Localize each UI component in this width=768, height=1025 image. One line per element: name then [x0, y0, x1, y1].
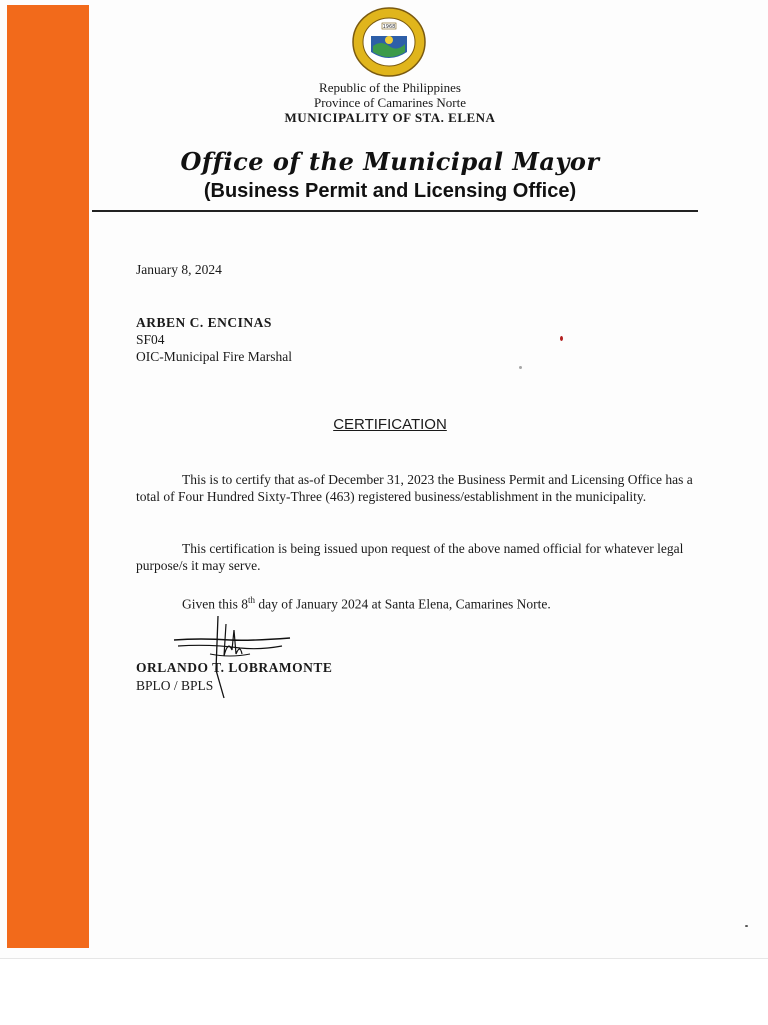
recipient-rank: SF04	[136, 332, 165, 347]
certification-paragraph-1: This is to certify that as-of December 31, 2023 the Business Permit and Licensing Office has a total of Four Hundred Sixty-Three (463) registered business/establishment in the municipality.	[136, 472, 693, 504]
ink-speck	[560, 336, 563, 341]
recipient-name: ARBEN C. ENCINAS	[136, 315, 272, 330]
page-bottom-margin	[0, 958, 768, 1025]
signatory-title: BPLO / BPLS	[136, 678, 214, 693]
orange-side-bar	[7, 5, 89, 948]
given-suffix: day of January 2024 at Santa Elena, Camarines Norte.	[255, 596, 551, 612]
certification-title: CERTIFICATION	[333, 416, 447, 433]
signatory-name: ORLANDO T. LOBRAMONTE	[136, 660, 333, 675]
province-line: Province of Camarines Norte	[314, 95, 466, 110]
scan-speck	[745, 925, 748, 927]
letterhead	[90, 80, 690, 126]
given-prefix: Given this 8	[182, 596, 248, 612]
given-superscript: th	[248, 595, 256, 605]
recipient-position: OIC-Municipal Fire Marshal	[136, 349, 292, 364]
letter-date: January 8, 2024	[136, 262, 222, 277]
recipient-block	[136, 314, 292, 365]
scan-speck	[519, 366, 522, 369]
municipality-line: MUNICIPALITY OF STA. ELENA	[284, 110, 496, 125]
office-title: Office of the Municipal Mayor	[180, 147, 600, 176]
certification-paragraph-2: This certification is being issued upon request of the above named official for whatever legal purpose/s it may serve.	[136, 541, 684, 573]
office-subtitle: (Business Permit and Licensing Office)	[203, 180, 577, 202]
header-divider	[92, 210, 698, 212]
handwritten-signature	[170, 610, 300, 702]
country-line: Republic of the Philippines	[319, 80, 461, 95]
seal-year: 1968	[382, 24, 396, 30]
municipal-seal-logo	[351, 6, 427, 78]
